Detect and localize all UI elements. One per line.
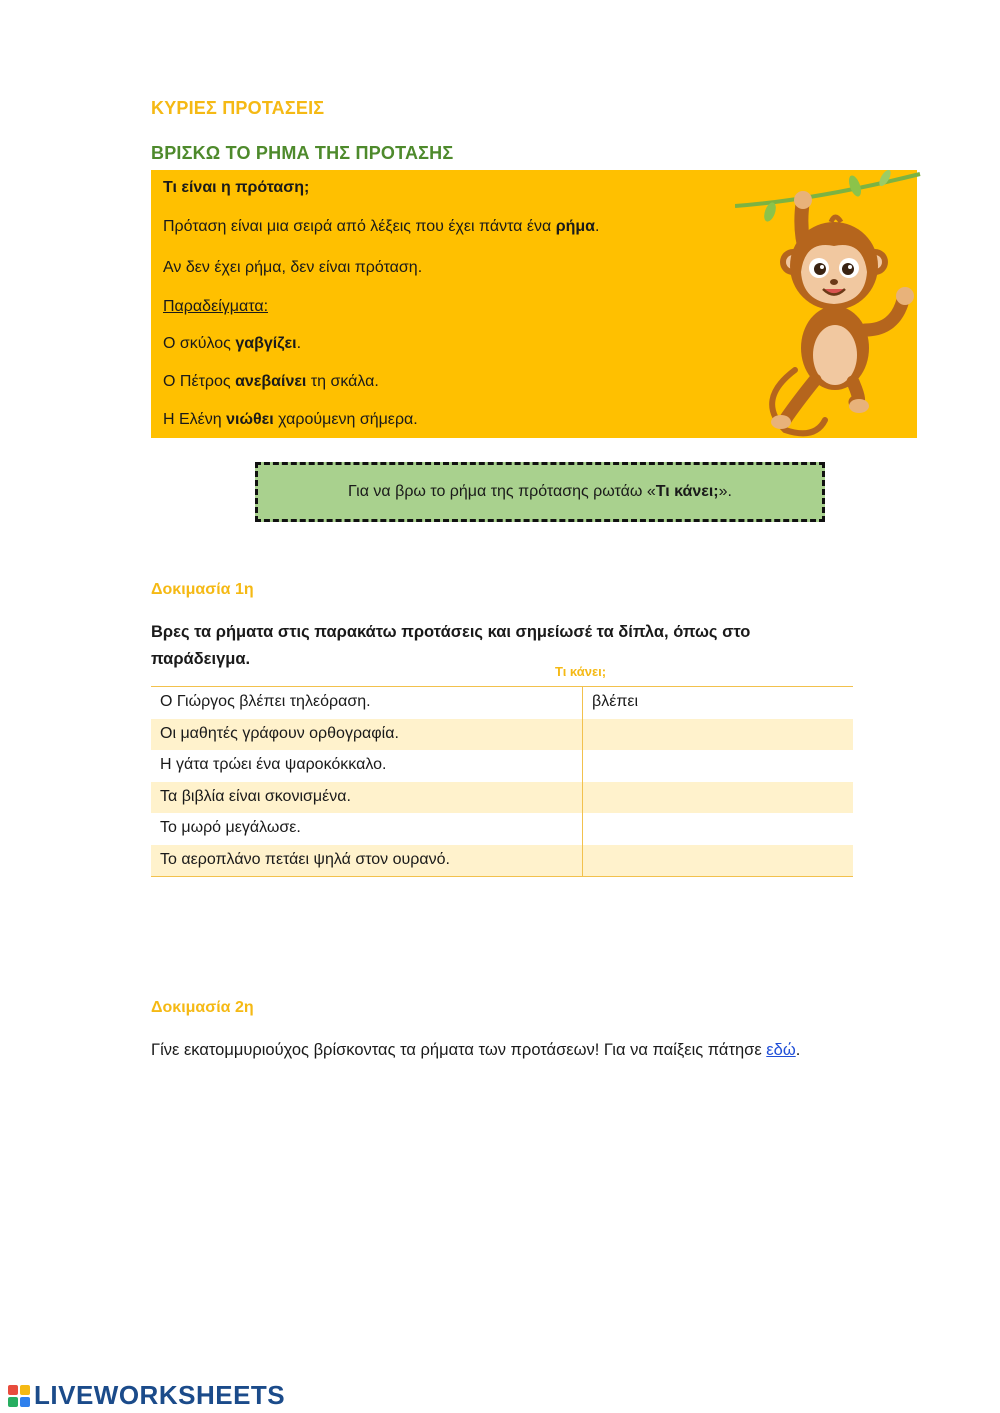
- tip-box: [255, 462, 825, 522]
- definition-text: Πρόταση είναι μια σειρά από λέξεις που έχει πάντα ένα ρήμα.: [163, 218, 600, 235]
- table-row: [151, 813, 853, 845]
- sentence-cell: Η γάτα τρώει ένα ψαροκόκκαλο.: [151, 750, 583, 782]
- answer-field[interactable]: [583, 845, 853, 877]
- table-row: [151, 750, 853, 782]
- table-row: [151, 687, 853, 719]
- definition-rule: Αν δεν έχει ρήμα, δεν είναι πρόταση.: [163, 259, 423, 276]
- sentence-cell: Οι μαθητές γράφουν ορθογραφία.: [151, 719, 583, 751]
- sentence-cell: Το μωρό μεγάλωσε.: [151, 813, 583, 845]
- test1-instruction: Βρες τα ρήματα στις παρακάτω προτάσεις και σημείωσέ τα δίπλα, όπως στο παράδειγμα.: [151, 623, 751, 668]
- answer-field[interactable]: [583, 813, 853, 845]
- definition-title: Τι είναι η πρόταση;: [163, 179, 310, 196]
- answer-field[interactable]: [583, 719, 853, 751]
- sentence-cell: Τα βιβλία είναι σκονισμένα.: [151, 782, 583, 814]
- page-subtitle: ΒΡΙΣΚΩ ΤΟ ΡΗΜΑ ΤΗΣ ΠΡΟΤΑΣΗΣ: [151, 143, 454, 163]
- brand-name: LIVEWORKSHEETS: [34, 1380, 286, 1410]
- footer-brand: [8, 1380, 285, 1411]
- verb-table: [151, 686, 853, 877]
- tip-text: Για να βρω το ρήμα της πρότασης ρωτάω «Τι κάνει;».: [348, 483, 732, 500]
- test2-heading: Δοκιμασία 2η: [151, 999, 254, 1016]
- sentence-cell: Ο Γιώργος βλέπει τηλεόραση.: [151, 687, 583, 719]
- table-row: [151, 845, 853, 877]
- sentence-cell: Το αεροπλάνο πετάει ψηλά στον ουρανό.: [151, 845, 583, 877]
- example-sentence: Ο σκύλος γαβγίζει.: [163, 335, 302, 352]
- test2-text: Γίνε εκατομμυριούχος βρίσκοντας τα ρήματα των προτάσεων! Για να παίξεις πάτησε εδώ.: [151, 1041, 801, 1059]
- definition-box: [151, 170, 917, 438]
- monkey-illustration: [735, 170, 925, 438]
- game-link[interactable]: εδώ: [766, 1041, 796, 1059]
- example-sentence: Η Ελένη νιώθει χαρούμενη σήμερα.: [163, 411, 418, 428]
- answer-field[interactable]: [583, 782, 853, 814]
- examples-label: Παραδείγματα:: [163, 298, 269, 315]
- example-sentence: Ο Πέτρος ανεβαίνει τη σκάλα.: [163, 373, 379, 390]
- answer-field[interactable]: [583, 750, 853, 782]
- answer-field[interactable]: βλέπει: [592, 693, 639, 710]
- table-row: [151, 782, 853, 814]
- test1-heading: Δοκιμασία 1η: [151, 581, 254, 598]
- table-row: [151, 719, 853, 751]
- liveworksheets-logo-icon: [8, 1385, 30, 1407]
- answer-column-header: Τι κάνει;: [555, 664, 607, 679]
- page-title: ΚΥΡΙΕΣ ΠΡΟΤΑΣΕΙΣ: [151, 98, 325, 118]
